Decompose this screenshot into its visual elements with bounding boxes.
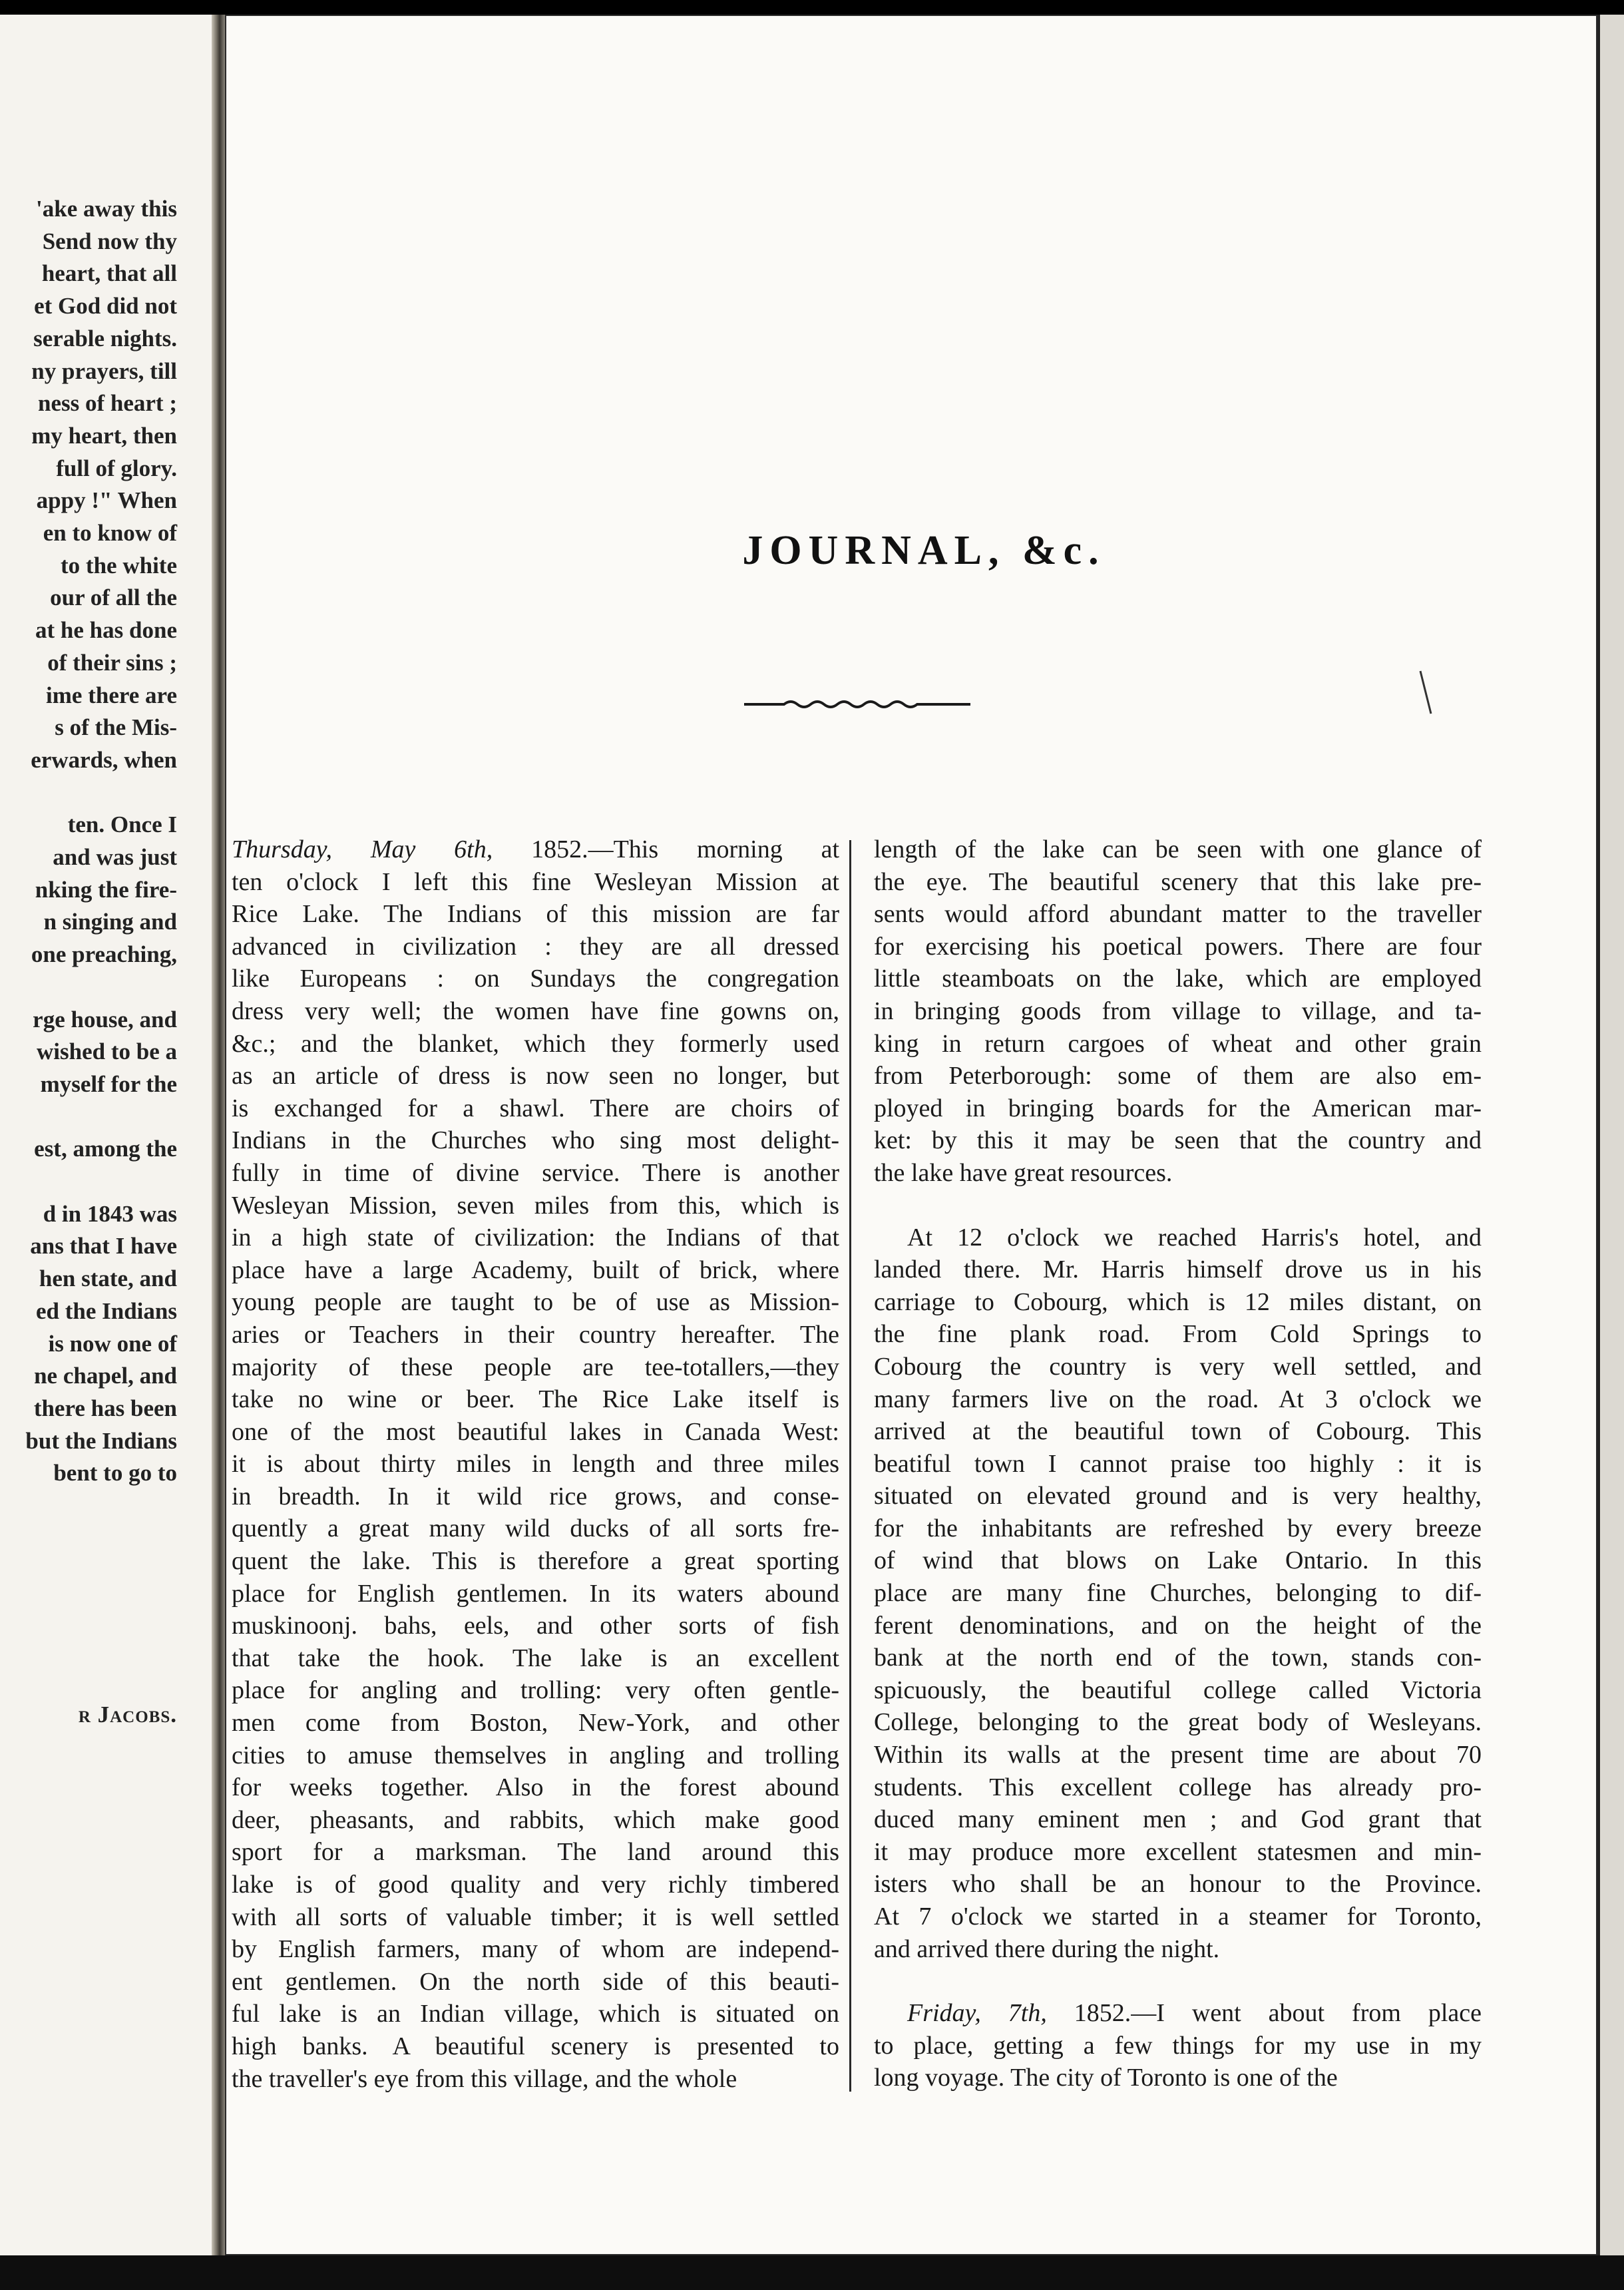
text-line: is exchanged for a shawl. There are choirs of (232, 1094, 839, 1122)
text-line: length of the lake can be seen with one glance of (874, 835, 1482, 863)
left-page-line: at he has done (35, 617, 177, 644)
entry-year: 1852. (531, 835, 588, 863)
text-line: to place, getting a few things for my use in my (874, 2031, 1482, 2060)
text-line: the lake have great resources. (874, 1158, 1173, 1187)
right-paragraph-2 (874, 1222, 1482, 1966)
text-line: ferent denominations, and on the height of the (874, 1611, 1482, 1640)
left-page-line: ed the Indians (35, 1297, 177, 1324)
text-line: one of the most beautiful lakes in Canada West: (232, 1417, 839, 1446)
text-line: ten o'clock I left this fine Wesleyan Mission at (232, 867, 839, 896)
text-line: the eye. The beautiful scenery that this lake pre- (874, 867, 1482, 896)
text-line: ful lake is an Indian village, which is situated on (232, 2000, 839, 2028)
friday-entry-first-line (874, 1997, 1482, 2030)
text-line: situated on elevated ground and is very healthy, (874, 1482, 1482, 1510)
left-page-line: ness of heart ; (38, 390, 177, 417)
left-page-line: my heart, then (31, 422, 177, 449)
left-page-line: rge house, and (33, 1006, 177, 1032)
text-line: ket: by this it may be seen that the country and (874, 1126, 1482, 1155)
left-page-line: ny prayers, till (31, 357, 177, 384)
text-line: young people are taught to be of use as Mission- (232, 1288, 839, 1317)
left-page-fragment (0, 15, 212, 2255)
text-line: cities to amuse themselves in angling and trolling (232, 1741, 839, 1769)
text-line: fully in time of divine service. There is another (232, 1158, 839, 1187)
text-line: sents would afford abundant matter to the traveller (874, 900, 1482, 929)
text-line: ent gentlemen. On the north side of this beauti- (232, 1967, 839, 1996)
column-rule (849, 840, 851, 2092)
text-line: dress very well; the women have fine gowns on, (232, 997, 839, 1025)
left-page-line: ten. Once I (67, 811, 177, 838)
left-page-line: n singing and (43, 909, 177, 935)
right-column (874, 833, 1482, 2094)
right-paragraph-1 (874, 833, 1482, 1190)
entry-first-line (232, 833, 839, 866)
text-line: bank at the north end of the town, stands con- (874, 1644, 1482, 1672)
text-line: it is about thirty miles in length and three miles (232, 1450, 839, 1479)
right-paragraph-3 (874, 2030, 1482, 2094)
left-page-line: ne chapel, and (34, 1363, 177, 1389)
column-right-p3-line-0: —I went about from place (1131, 1999, 1482, 2028)
left-page-line: nking the fire- (35, 876, 177, 903)
text-line: Rice Lake. The Indians of this mission are far (232, 900, 839, 929)
text-line: spicuously, the beautiful college called Victoria (874, 1676, 1482, 1704)
text-line: students. This excellent college has already pro- (874, 1773, 1482, 1801)
text-line: as an article of dress is now seen no longer, but (232, 1062, 839, 1090)
text-line: little steamboats on the lake, which are employed (874, 965, 1482, 993)
text-line: in breadth. In it wild rice grows, and conse- (232, 1482, 839, 1510)
left-page-line: of their sins ; (47, 649, 177, 676)
text-line: place for English gentlemen. In its waters abound (232, 1579, 839, 1608)
text-line: men come from Boston, New-York, and other (232, 1709, 839, 1737)
text-line: Wesleyan Mission, seven miles from this, which is (232, 1191, 839, 1220)
text-line: ployed in bringing boards for the American mar- (874, 1094, 1482, 1122)
left-page-line: Send now thy (42, 228, 177, 254)
left-page-line: wished to be a (37, 1038, 177, 1065)
ornamental-divider (744, 694, 970, 714)
text-line: arrived at the beautiful town of Cobourg. This (874, 1417, 1482, 1446)
text-line: it may produce more excellent statesmen and min- (874, 1837, 1482, 1866)
left-page-line: appy !" When (36, 487, 177, 514)
left-page-signature: r Jacobs. (78, 1702, 177, 1727)
left-page-line: but the Indians (25, 1427, 177, 1454)
left-page-line: full of glory. (56, 455, 177, 481)
left-page-line: et God did not (34, 293, 177, 320)
text-line: for exercising his poetical powers. There are four (874, 932, 1482, 961)
text-line: place have a large Academy, built of brick, where (232, 1256, 839, 1284)
friday-entry-year: 1852. (1074, 1999, 1131, 2028)
text-line: isters who shall be an honour to the Province. (874, 1870, 1482, 1899)
left-page-line: there has been (33, 1395, 177, 1421)
text-line: duced many eminent men ; and God grant that (874, 1805, 1482, 1834)
left-page-line: ans that I have (30, 1233, 177, 1260)
text-line: king in return cargoes of wheat and other grain (874, 1029, 1482, 1058)
left-page-line: est, among the (34, 1136, 177, 1162)
text-line: in a high state of civilization: the Indians of that (232, 1224, 839, 1252)
left-page-line: 'ake away this (36, 196, 177, 222)
text-line: advanced in civilization : they are all dressed (232, 932, 839, 961)
text-line: sport for a marksman. The land around this (232, 1838, 839, 1867)
text-line: and arrived there during the night. (874, 1935, 1220, 1963)
text-line: quently a great many wild ducks of all sorts fre- (232, 1514, 839, 1543)
text-line: Cobourg the country is very well settled, and (874, 1352, 1482, 1381)
scan-top-border (0, 0, 1624, 15)
column-left-line-0: —This morning at (588, 835, 839, 863)
text-line: landed there. Mr. Harris himself drove us in his (874, 1256, 1482, 1284)
text-line: long voyage. The city of Toronto is one of the (874, 2064, 1338, 2092)
text-line: deer, pheasants, and rabbits, which make good (232, 1805, 839, 1834)
text-line: the traveller's eye from this village, and the whole (232, 2064, 737, 2093)
right-page (225, 15, 1597, 2255)
page-heading: JOURNAL, &c. (742, 528, 1106, 573)
text-line: carriage to Cobourg, which is 12 miles distant, on (874, 1287, 1482, 1316)
left-page-line: ime there are (46, 682, 177, 708)
text-line: that take the hook. The lake is an excellent (232, 1644, 839, 1672)
text-line: Indians in the Churches who sing most delight- (232, 1126, 839, 1155)
text-line: with all sorts of valuable timber; it is well settled (232, 1903, 839, 1931)
left-page-line: en to know of (43, 520, 177, 546)
stray-ink-mark (1416, 667, 1436, 720)
left-page-line: d in 1843 was (43, 1200, 177, 1227)
text-line: for weeks together. Also in the forest abound (232, 1773, 839, 1802)
text-line: beatiful town I cannot praise too highly : it is (874, 1449, 1482, 1478)
left-page-line: our of all the (50, 584, 177, 611)
friday-entry-date: Friday, 7th, (907, 1999, 1047, 2028)
text-line: majority of these people are tee-totallers,—they (232, 1353, 839, 1381)
left-page-line: s of the Mis- (55, 714, 177, 741)
text-line: lake is of good quality and very richly timbered (232, 1871, 839, 1899)
book-gutter (212, 15, 225, 2255)
text-line: place are many fine Churches, belonging to dif- (874, 1579, 1482, 1608)
scan-bottom-border (0, 2255, 1624, 2290)
left-page-line: is now one of (48, 1330, 177, 1357)
text-line: At 12 o'clock we reached Harris's hotel, and (907, 1223, 1482, 1252)
text-line: high banks. A beautiful scenery is presented to (232, 2032, 839, 2060)
entry-date: Thursday, May 6th, (232, 835, 493, 863)
page-edge (1597, 15, 1624, 2255)
text-line: for the inhabitants are refreshed by every breeze (874, 1514, 1482, 1542)
text-line: At 7 o'clock we started in a steamer for Toronto, (874, 1903, 1482, 1931)
left-column (232, 833, 839, 2095)
left-page-line: and was just (53, 844, 177, 870)
left-page-line: to the white (61, 552, 177, 578)
text-line: many farmers live on the road. At 3 o'clock we (874, 1385, 1482, 1413)
left-column-lines (232, 866, 839, 2096)
left-page-line: erwards, when (31, 746, 177, 773)
text-line: from Peterborough: some of them are also em- (874, 1062, 1482, 1090)
left-page-line: heart, that all (41, 260, 177, 287)
text-line: muskinoonj. bahs, eels, and other sorts of fish (232, 1612, 839, 1640)
text-line: aries or Teachers in their country hereafter. The (232, 1320, 839, 1349)
text-line: in bringing goods from village to village, and ta- (874, 997, 1482, 1025)
left-page-line: one preaching, (31, 941, 177, 968)
text-line: the fine plank road. From Cold Springs to (874, 1320, 1482, 1349)
text-line: by English farmers, many of whom are independ- (232, 1935, 839, 1964)
left-page-line: bent to go to (53, 1460, 177, 1487)
text-line: &c.; and the blanket, which they formerly used (232, 1029, 839, 1058)
text-line: of wind that blows on Lake Ontario. In this (874, 1546, 1482, 1575)
text-line: College, belonging to the great body of Wesleyans. (874, 1708, 1482, 1737)
text-line: place for angling and trolling: very often gentle- (232, 1676, 839, 1705)
text-line: quent the lake. This is therefore a great sporting (232, 1547, 839, 1576)
left-page-line: serable nights. (33, 325, 177, 351)
left-page-line: myself for the (40, 1070, 177, 1097)
left-page-line: hen state, and (39, 1265, 177, 1292)
text-line: Within its walls at the present time are about 70 (874, 1741, 1482, 1769)
text-line: take no wine or beer. The Rice Lake itself is (232, 1385, 839, 1414)
text-line: like Europeans : on Sundays the congregation (232, 965, 839, 993)
